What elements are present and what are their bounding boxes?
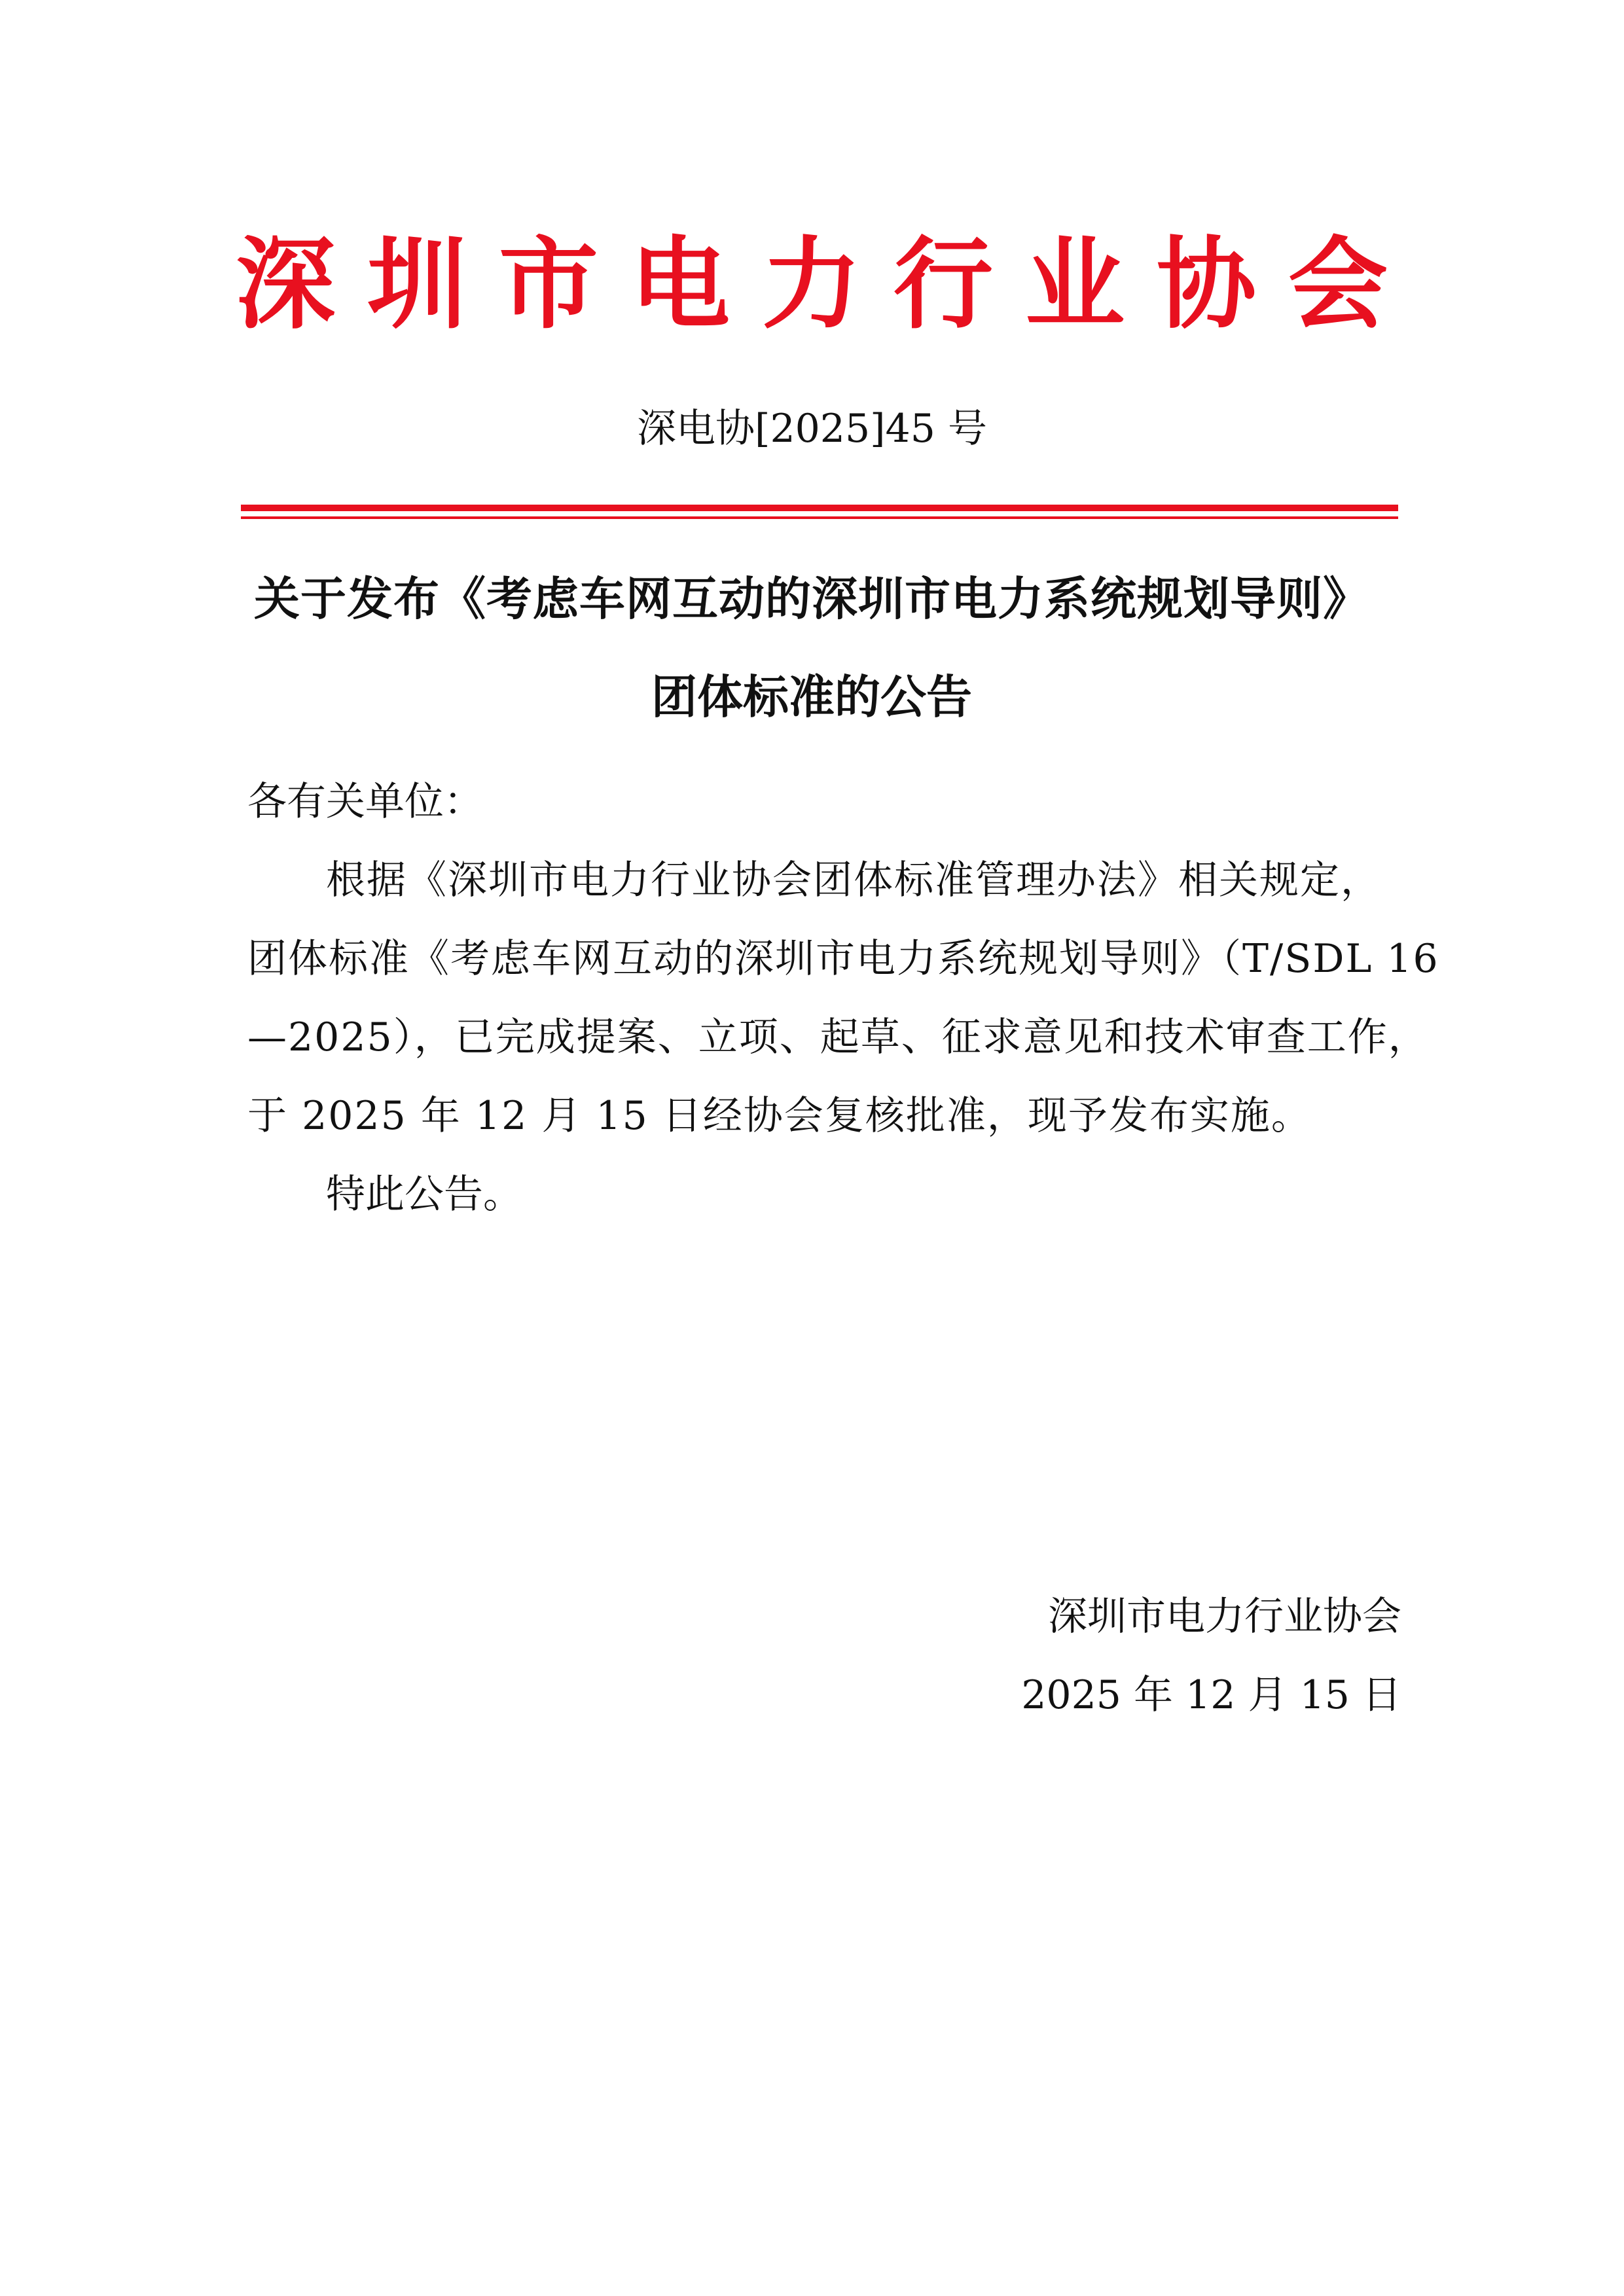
letterhead-divider-thin	[241, 516, 1398, 519]
body-paragraph-line: 团体标准《考虑车网互动的深圳市电力系统规划导则》（T/SDL 16	[247, 936, 1439, 982]
signature-date: 2025 年 12 月 15 日	[1021, 1672, 1401, 1718]
body-paragraph-line: 于 2025 年 12 月 15 日经协会复核批准，现予发布实施。	[247, 1093, 1312, 1139]
letterhead-char: 圳	[367, 226, 467, 342]
letterhead-divider-thick	[241, 505, 1398, 511]
closing-remark: 特此公告。	[326, 1172, 522, 1217]
signature-organization: 深圳市电力行业协会	[1048, 1594, 1401, 1640]
body-paragraph-line: —2025），已完成提案、立项、起草、征求意见和技术审查工作，	[247, 1014, 1429, 1060]
body-paragraph-line: 根据《深圳市电力行业协会团体标准管理办法》相关规定，	[326, 857, 1381, 903]
organization-letterhead	[236, 216, 1388, 353]
letterhead-char: 深	[236, 226, 335, 342]
notice-title-line-2: 团体标准的公告	[651, 670, 972, 724]
letterhead-char: 市	[499, 226, 598, 342]
notice-title-line-1: 关于发布《考虑车网互动的深圳市电力系统规划导则》	[254, 572, 1369, 626]
letterhead-char: 行	[893, 226, 993, 342]
letterhead-char: 业	[1025, 226, 1125, 342]
letterhead-char: 协	[1157, 226, 1256, 342]
letterhead-char: 电	[630, 226, 730, 342]
letterhead-char: 力	[762, 226, 861, 342]
document-number: 深电协[2025]45 号	[637, 406, 987, 452]
letterhead-char: 会	[1288, 226, 1388, 342]
salutation: 各有关单位：	[247, 779, 483, 825]
